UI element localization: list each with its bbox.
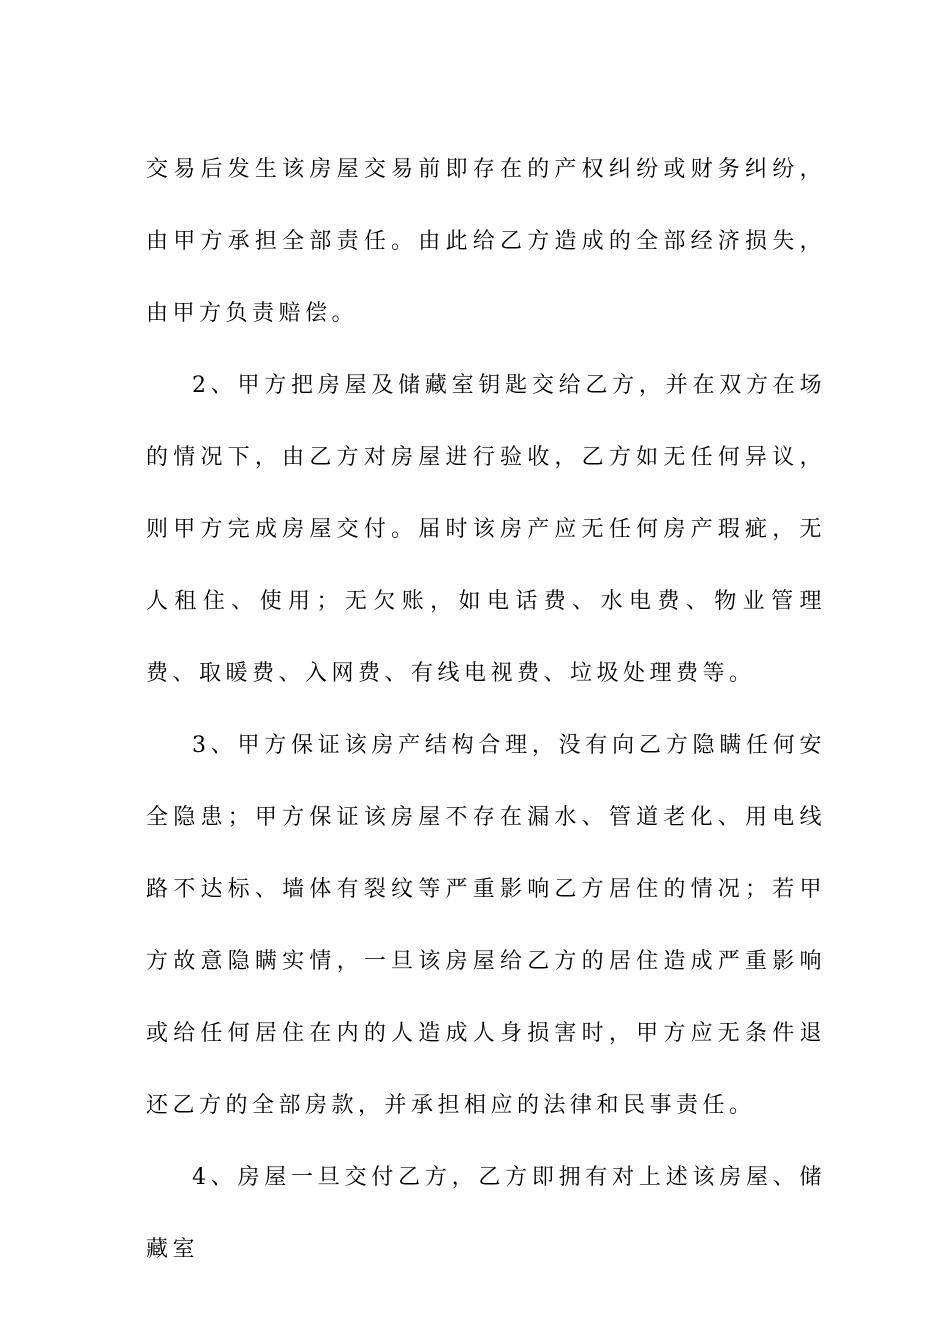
- paragraph-clause-3: 3、甲方保证该房产结构合理，没有向乙方隐瞒任何安全隐患；甲方保证该房屋不存在漏水、管道老化、用电线路不达标、墙体有裂纹等严重影响乙方居住的情况；若甲方故意隐瞒实情，一旦该房屋给乙方的居住造成严重影响或给任何居住在内的人造成人身损害时，甲方应无条件退还乙方的全部房款，并承担相应的法律和民事责任。: [146, 733, 826, 1118]
- contract-body: [146, 134, 826, 1286]
- paragraph-continuation: 交易后发生该房屋交易前即存在的产权纠纷或财务纠纷，由甲方承担全部责任。由此给乙方造成的全部经济损失，由甲方负责赔偿。: [146, 157, 826, 326]
- paragraph-clause-2: 2、甲方把房屋及储藏室钥匙交给乙方，并在双方在场的情况下，由乙方对房屋进行验收，乙方如无任何异议，则甲方完成房屋交付。届时该房产应无任何房产瑕疵，无人租住、使用；无欠账，如电话费、水电费、物业管理费、取暖费、入网费、有线电视费、垃圾处理费等。: [146, 373, 826, 686]
- paragraph-clause-4: 4、房屋一旦交付乙方，乙方即拥有对上述该房屋、储藏室: [146, 1165, 826, 1262]
